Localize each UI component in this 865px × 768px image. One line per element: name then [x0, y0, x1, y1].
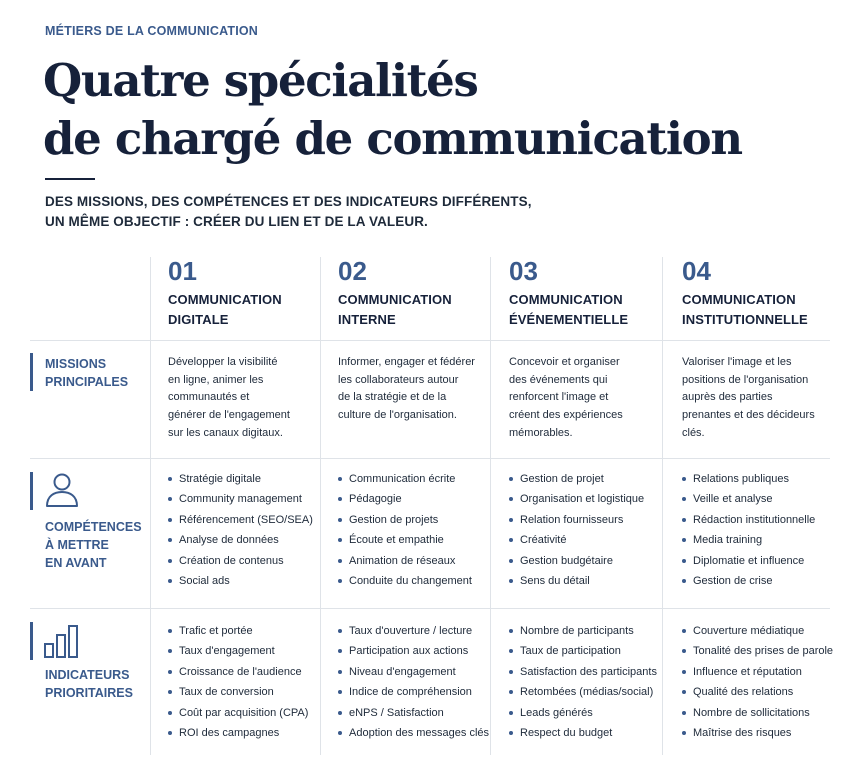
list-item: Adoption des messages clés	[338, 723, 489, 743]
list-item: Conduite du changement	[338, 571, 472, 591]
page-title	[43, 52, 742, 168]
mission-line: mémorables.	[509, 426, 573, 439]
row-accent-bar	[30, 472, 33, 510]
list-item: Gestion de crise	[682, 571, 815, 591]
mission-text	[682, 354, 832, 443]
indicateurs-list	[168, 621, 308, 743]
list-item: Retombées (médias/social)	[509, 682, 657, 702]
list-item: Couverture médiatique	[682, 621, 833, 641]
list-item: Trafic et portée	[168, 621, 308, 641]
mission-line: les collaborateurs autour	[338, 373, 459, 386]
mission-line: en ligne, animer les	[168, 373, 264, 386]
bar-chart-icon	[44, 624, 80, 658]
column-title-line: COMMUNICATION	[338, 292, 452, 307]
subtitle-line: UN MÊME OBJECTIF : CRÉER DU LIEN ET DE LA VALEUR.	[45, 214, 428, 229]
column-title-line: COMMUNICATION	[168, 292, 282, 307]
mission-line: des événements qui	[509, 373, 608, 386]
list-item: Gestion de projets	[338, 510, 472, 530]
list-item: Écoute et empathie	[338, 530, 472, 550]
list-item: Maîtrise des risques	[682, 723, 833, 743]
list-item: Social ads	[168, 571, 313, 591]
list-item: Respect du budget	[509, 723, 657, 743]
mission-line: Informer, engager et fédérer	[338, 356, 475, 368]
competences-list	[168, 469, 313, 591]
list-item: Relation fournisseurs	[509, 510, 644, 530]
mission-text	[338, 354, 488, 425]
list-item: Qualité des relations	[682, 682, 833, 702]
list-item: Diplomatie et influence	[682, 551, 815, 571]
person-icon	[44, 471, 80, 509]
row-label-line: MISSIONS	[45, 357, 107, 371]
list-item: eNPS / Satisfaction	[338, 703, 489, 723]
list-item: Leads générés	[509, 703, 657, 723]
subtitle-line: DES MISSIONS, DES COMPÉTENCES ET DES INDICATEURS DIFFÉRENTS,	[45, 194, 532, 209]
mission-line: Concevoir et organiser	[509, 356, 620, 368]
row-divider	[30, 340, 830, 341]
list-item: Analyse de données	[168, 530, 313, 550]
indicateurs-list	[509, 621, 657, 743]
column-divider	[150, 257, 151, 755]
row-accent-bar	[30, 353, 33, 391]
mission-line: positions de l'organisation	[682, 373, 809, 386]
column-divider	[490, 257, 491, 755]
row-label-indicateurs	[45, 666, 133, 702]
mission-line: sur les canaux digitaux.	[168, 426, 283, 439]
list-item: Relations publiques	[682, 469, 815, 489]
row-label-line: À METTRE	[45, 538, 109, 552]
row-accent-bar	[30, 622, 33, 660]
mission-line: Développer la visibilité	[168, 356, 278, 368]
title-line: Quatre spécialités	[43, 54, 478, 107]
title-line: de chargé de communication	[43, 112, 742, 165]
column-title-line: ÉVÉNEMENTIELLE	[509, 312, 629, 327]
column-title	[509, 290, 628, 330]
row-label-line: PRINCIPALES	[45, 375, 129, 389]
mission-line: générer de l'engagement	[168, 409, 290, 422]
column-divider	[662, 257, 663, 755]
row-divider	[30, 608, 830, 609]
competences-list	[338, 469, 472, 591]
column-number: 03	[509, 256, 538, 286]
column-title-line: COMMUNICATION	[682, 292, 796, 307]
eyebrow: MÉTIERS DE LA COMMUNICATION	[45, 24, 259, 38]
column-number: 04	[682, 256, 711, 286]
column-title	[338, 290, 452, 330]
row-label-competences	[45, 518, 142, 572]
list-item: Sens du détail	[509, 571, 644, 591]
mission-line: prenantes et des décideurs	[682, 409, 815, 422]
row-label-line: COMPÉTENCES	[45, 520, 142, 534]
mission-text	[509, 354, 659, 443]
row-label-missions	[45, 355, 128, 391]
list-item: Communication écrite	[338, 469, 472, 489]
list-item: Créativité	[509, 530, 644, 550]
list-item: Indice de compréhension	[338, 682, 489, 702]
list-item: Community management	[168, 489, 313, 509]
column-title-line: INSTITUTIONNELLE	[682, 312, 808, 327]
list-item: Satisfaction des participants	[509, 662, 657, 682]
list-item: Nombre de participants	[509, 621, 657, 641]
mission-line: Valoriser l'image et les	[682, 356, 792, 368]
title-divider	[45, 178, 95, 180]
list-item: Taux de participation	[509, 641, 657, 661]
list-item: Pédagogie	[338, 489, 472, 509]
list-item: Gestion budgétaire	[509, 551, 644, 571]
mission-line: communautés et	[168, 391, 250, 404]
list-item: Taux d'engagement	[168, 641, 308, 661]
list-item: Influence et réputation	[682, 662, 833, 682]
column-title-line: INTERNE	[338, 312, 396, 327]
list-item: Organisation et logistique	[509, 489, 644, 509]
row-divider	[30, 458, 830, 459]
mission-line: auprès des parties	[682, 391, 773, 404]
list-item: Media training	[682, 530, 815, 550]
list-item: Rédaction institutionnelle	[682, 510, 815, 530]
list-item: Niveau d'engagement	[338, 662, 489, 682]
mission-line: créent des expériences	[509, 409, 623, 422]
column-divider	[320, 257, 321, 755]
list-item: Tonalité des prises de parole	[682, 641, 833, 661]
list-item: Nombre de sollicitations	[682, 703, 833, 723]
column-number: 02	[338, 256, 367, 286]
competences-list	[682, 469, 815, 591]
list-item: ROI des campagnes	[168, 723, 308, 743]
competences-list	[509, 469, 644, 591]
indicateurs-list	[338, 621, 489, 743]
list-item: Coût par acquisition (CPA)	[168, 703, 308, 723]
column-number: 01	[168, 256, 197, 286]
list-item: Taux de conversion	[168, 682, 308, 702]
mission-line: culture de l'organisation.	[338, 409, 457, 422]
list-item: Taux d'ouverture / lecture	[338, 621, 489, 641]
list-item: Participation aux actions	[338, 641, 489, 661]
subtitle	[45, 192, 532, 232]
column-title	[682, 290, 808, 330]
list-item: Référencement (SEO/SEA)	[168, 510, 313, 530]
mission-text	[168, 354, 318, 443]
row-label-line: INDICATEURS	[45, 668, 130, 682]
list-item: Veille et analyse	[682, 489, 815, 509]
row-label-line: EN AVANT	[45, 556, 107, 570]
column-title-line: DIGITALE	[168, 312, 229, 327]
mission-line: renforcent l'image et	[509, 391, 609, 404]
column-title	[168, 290, 282, 330]
list-item: Gestion de projet	[509, 469, 644, 489]
mission-line: de la stratégie et de la	[338, 391, 447, 404]
row-label-line: PRIORITAIRES	[45, 686, 133, 700]
list-item: Création de contenus	[168, 551, 313, 571]
list-item: Croissance de l'audience	[168, 662, 308, 682]
mission-line: clés.	[682, 426, 705, 439]
list-item: Stratégie digitale	[168, 469, 313, 489]
column-title-line: COMMUNICATION	[509, 292, 623, 307]
list-item: Animation de réseaux	[338, 551, 472, 571]
indicateurs-list	[682, 621, 833, 743]
